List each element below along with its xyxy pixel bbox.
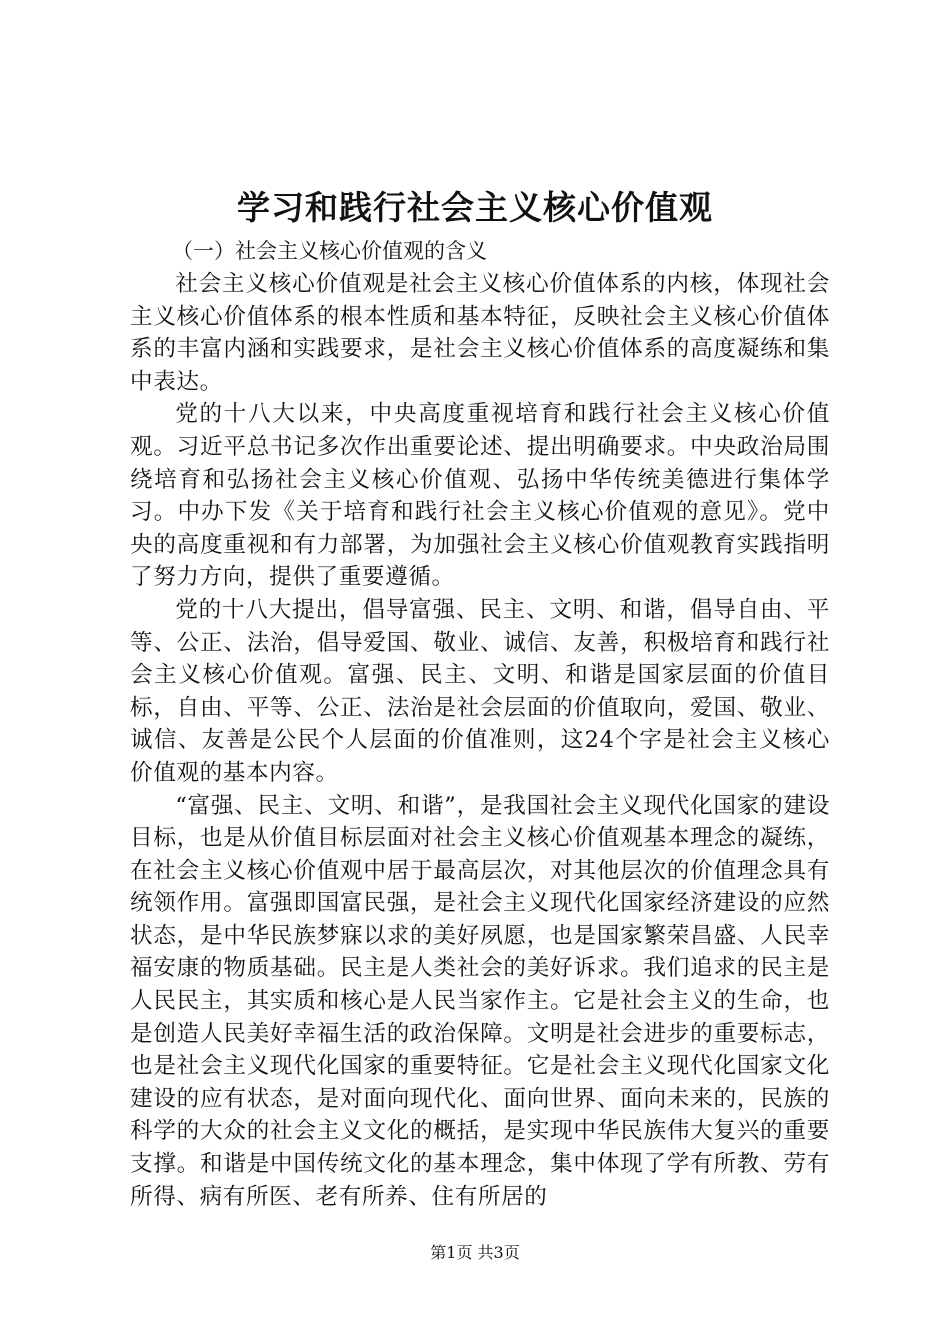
paragraph: 党的十八大以来，中央高度重视培育和践行社会主义核心价值观。习近平总书记多次作出重要论述、提出明确要求。中央政治局围绕培育和弘扬社会主义核心价值观、弘扬中华传统美德进行集体学习。中办下发《关于培育和践行社会主义核心价值观的意见》。党中央的高度重视和有力部署，为加强社会主义核心价值观教育实践指明了努力方向，提供了重要遵循。 (130, 401, 830, 591)
section-heading: （一）社会主义核心价值观的含义 (172, 239, 487, 263)
paragraph: 党的十八大提出，倡导富强、民主、文明、和谐，倡导自由、平等、公正、法治，倡导爱国、敬业、诚信、友善，积极培育和践行社会主义核心价值观。富强、民主、文明、和谐是国家层面的价值目标，自由、平等、公正、法治是社会层面的价值取向，爱国、敬业、诚信、友善是公民个人层面的价值准则，这24个字是社会主义核心价值观的基本内容。 (130, 596, 830, 786)
paragraph: 社会主义核心价值观是社会主义核心价值体系的内核，体现社会主义核心价值体系的根本性质和基本特征，反映社会主义核心价值体系的丰富内涵和实践要求，是社会主义核心价值体系的高度凝练和集中表达。 (130, 271, 830, 395)
paragraph: “富强、民主、文明、和谐”，是我国社会主义现代化国家的建设目标，也是从价值目标层面对社会主义核心价值观基本理念的凝练，在社会主义核心价值观中居于最高层次，对其他层次的价值理念具有统领作用。富强即国富民强，是社会主义现代化国家经济建设的应然状态，是中华民族梦寐以求的美好夙愿，也是国家繁荣昌盛、人民幸福安康的物质基础。民主是人类社会的美好诉求。我们追求的民主是人民民主，其实质和核心是人民当家作主。它是社会主义的生命，也是创造人民美好幸福生活的政治保障。文明是社会进步的重要标志，也是社会主义现代化国家的重要特征。它是社会主义现代化国家文化建设的应有状态，是对面向现代化、面向世界、面向未来的，民族的科学的大众的社会主义文化的概括，是实现中华民族伟大复兴的重要支撑。和谐是中国传统文化的基本理念，集中体现了学有所教、劳有所得、病有所医、老有所养、住有所居的 (130, 792, 830, 1210)
document-title: 学习和践行社会主义核心价值观 (237, 188, 713, 227)
document-body (130, 268, 830, 1213)
page-footer: 第1页 共3页 (430, 1243, 520, 1262)
